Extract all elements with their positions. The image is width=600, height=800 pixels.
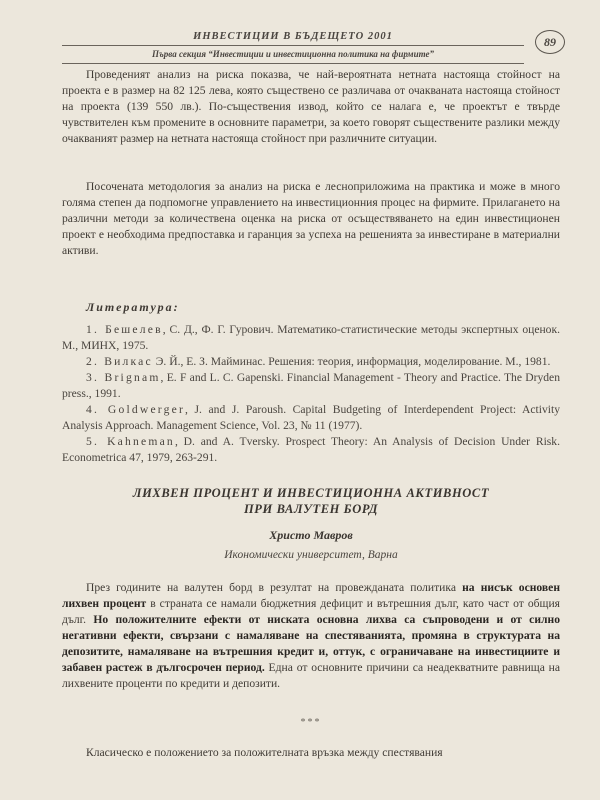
section-separator: *** <box>300 717 322 728</box>
emphasis-text: на нисък основен лихвен процент <box>62 581 561 610</box>
paragraph-text: През годините на валутен борд в резултат на провежданата политика <box>86 581 463 594</box>
paragraph-text: Една от основните причини са неадекватните равнища на лихвените проценти по кредити и депозити. <box>62 661 561 690</box>
reference-text: , E. F and L. C. Gapenski. Financial Management - Theory and Practice. The Dryden press., 1991. <box>62 371 561 400</box>
reference-item <box>62 370 560 402</box>
page-number: 89 <box>535 30 565 54</box>
reference-list <box>62 322 560 466</box>
article-title-line-1: ЛИХВЕН ПРОЦЕНТ И ИНВЕСТИЦИОННА АКТИВНОСТ <box>132 486 490 500</box>
body-paragraph-1: Проведеният анализ на риска показва, че най-вероятната нетната настояща стойност на проекта е в размер на 82 125 лева, която съществено се различава от очакваната настояща стойност на проекта (139 550 лв.). По-съществения извод, който се налага е, че проектът е твърде чувствителен към промените в основните параметри, за което говорят съществените разлики между очакваният размер на нетната настояща стойност при различните ситуации. <box>62 68 560 145</box>
reference-text: , J. and J. Paroush. Capital Budgeting of Interdependent Project: Activity Analysis Approach. Management Science, Vol. 23, № 11 (1977). <box>62 403 560 432</box>
article-affiliation: Икономически университет, Варна <box>224 549 398 561</box>
article-title <box>62 485 560 517</box>
article-paragraph-2: Класическо е положението за положителната връзка между спестявания <box>86 746 443 759</box>
reference-author: 1. Бешелев <box>86 323 163 336</box>
journal-title: ИНВЕСТИЦИИ В БЪДЕЩЕТО 2001 <box>62 31 524 46</box>
reference-author: 3. Brignam <box>86 371 161 384</box>
emphasis-text: Но положителните ефекти от ниската основна лихва са съпроводени и от силно негативни ефекти, свързани с намаляване на спестяванията, промяна в структурата на депозитите, намаляване на вътрешния кредит и, оттук, с ограничаване на инвестициите и забавен растеж в дългосрочен период. <box>62 613 560 674</box>
reference-item <box>62 322 560 354</box>
reference-item <box>62 434 560 466</box>
section-subtitle: Първа секция “Инвестиции и инвестиционна политика на фирмите” <box>62 46 524 64</box>
reference-author: 2. Вилкас <box>86 355 153 368</box>
literature-heading: Литература: <box>86 300 180 314</box>
body-paragraph-2: Посочената методология за анализ на риска е леснoприложима на практика и може в много голяма степен да подпомогне управлението на инвестиционния процес на фирмите. Прилагането на различни методи за количествена оценка на риска от осъществяването на един инвестиционен проект е необходима предпоставка и гаранция за успеха на решенията за инвестиране в материални активи. <box>62 180 560 257</box>
reference-item <box>62 402 560 434</box>
reference-author: 4. Goldwerger <box>86 403 186 416</box>
article-title-line-2: ПРИ ВАЛУТЕН БОРД <box>243 502 378 516</box>
article-paragraph-1 <box>62 580 560 692</box>
running-header <box>62 31 524 64</box>
article-author: Христо Мавров <box>269 528 353 542</box>
reference-text: , D. and A. Tversky. Prospect Theory: An Analysis of Decision Under Risk. Econometrica 47, 1979, 263-291. <box>62 435 561 464</box>
reference-author: 5. Kahneman <box>86 435 175 448</box>
paragraph-text: в страната се намали бюджетния дефицит и вътрешния дълг, като част от общия дълг. <box>62 597 561 626</box>
reference-item <box>62 354 560 370</box>
reference-text: , С. Д., Ф. Г. Гурович. Математико-статистические методы экспертных оценок. М., МИНХ, 1975. <box>62 323 560 352</box>
reference-text: Э. Й., Е. З. Майминас. Решения: теория, информация, моделирование. М., 1981. <box>152 355 551 368</box>
